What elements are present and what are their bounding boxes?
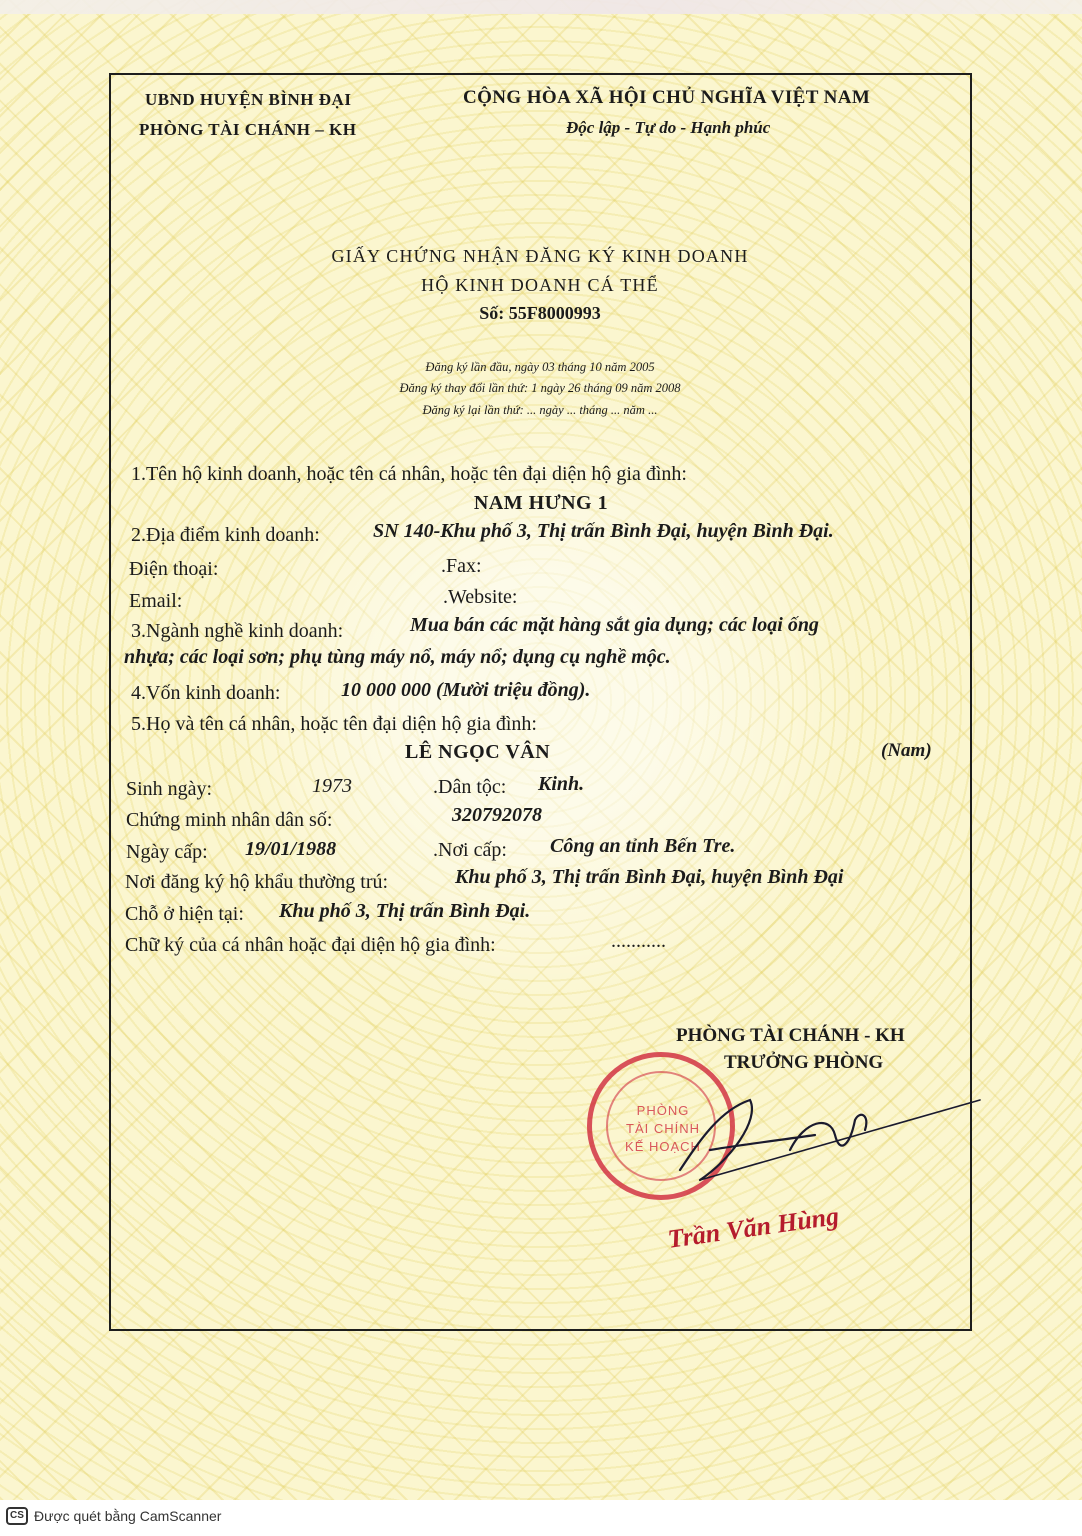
representative-label: 5.Họ và tên cá nhân, hoặc tên đại diện hộ gia đình: bbox=[131, 713, 537, 735]
email-label: Email: bbox=[129, 590, 183, 612]
signer-name: Trần Văn Hùng bbox=[665, 1201, 841, 1254]
capital-value: 10 000 000 (Mười triệu đồng). bbox=[341, 679, 591, 701]
seal-text-line-2: TÀI CHÍNH bbox=[626, 1121, 700, 1136]
ethnicity-value: Kinh. bbox=[538, 773, 585, 795]
signature-dots: ........... bbox=[611, 930, 666, 952]
representative-gender: (Nam) bbox=[881, 740, 932, 761]
registration-reregister: Đăng ký lại lần thứ: ... ngày ... tháng ... năm ... bbox=[422, 403, 658, 417]
nation-title: CỘNG HÒA XÃ HỘI CHỦ NGHĨA VIỆT NAM bbox=[463, 87, 871, 108]
signoff-office: PHÒNG TÀI CHÁNH - KH bbox=[676, 1025, 905, 1046]
scanner-watermark-text: Được quét bằng CamScanner bbox=[34, 1508, 222, 1524]
location-label: 2.Địa điểm kinh doanh: bbox=[131, 524, 320, 546]
signature-label: Chữ ký của cá nhân hoặc đại diện hộ gia đình: bbox=[125, 934, 496, 956]
registration-first: Đăng ký lần đầu, ngày 03 tháng 10 năm 2005 bbox=[425, 360, 655, 374]
current-address-value: Khu phố 3, Thị trấn Bình Đại. bbox=[279, 900, 531, 922]
residence-value: Khu phố 3, Thị trấn Bình Đại, huyện Bình Đại bbox=[455, 866, 844, 888]
motto: Độc lập - Tự do - Hạnh phúc bbox=[566, 118, 771, 137]
signoff-position: TRƯỞNG PHÒNG bbox=[724, 1052, 884, 1073]
trade-line-2: nhựa; các loại sơn; phụ tùng máy nổ, máy nổ; dụng cụ nghề mộc. bbox=[124, 646, 671, 668]
ethnicity-label: .Dân tộc: bbox=[433, 776, 507, 798]
representative-name: LÊ NGỌC VÂN bbox=[405, 741, 551, 763]
business-name-label: 1.Tên hộ kinh doanh, hoặc tên cá nhân, hoặc tên đại diện hộ gia đình: bbox=[131, 463, 687, 485]
capital-label: 4.Vốn kinh doanh: bbox=[131, 682, 281, 704]
issue-date-label: Ngày cấp: bbox=[126, 841, 208, 863]
handwritten-signature bbox=[640, 1080, 1000, 1200]
residence-label: Nơi đăng ký hộ khẩu thường trú: bbox=[125, 871, 389, 893]
certificate-number: Số: 55F8000993 bbox=[479, 303, 601, 323]
seal-text-line-1: PHÒNG bbox=[636, 1103, 690, 1118]
trade-line-1: Mua bán các mặt hàng sắt gia dụng; các loại ống bbox=[410, 614, 819, 636]
business-name: NAM HƯNG 1 bbox=[473, 492, 609, 514]
document-title-line-1: GIẤY CHỨNG NHẬN ĐĂNG KÝ KINH DOANH bbox=[331, 246, 749, 266]
issue-date-value: 19/01/1988 bbox=[245, 838, 337, 860]
agency-line-1: UBND HUYỆN BÌNH ĐẠI bbox=[145, 90, 352, 109]
website-label: .Website: bbox=[443, 586, 518, 608]
issue-place-label: .Nơi cấp: bbox=[433, 839, 507, 861]
seal-text-line-3: KẾ HOẠCH bbox=[625, 1139, 701, 1154]
document-title-line-2: HỘ KINH DOANH CÁ THỂ bbox=[421, 275, 659, 295]
fax-label: .Fax: bbox=[441, 555, 482, 577]
camscanner-logo-icon: CS bbox=[6, 1507, 28, 1525]
issue-place-value: Công an tỉnh Bến Tre. bbox=[550, 835, 736, 857]
scan-top-edge bbox=[0, 0, 1082, 14]
dob-label: Sinh ngày: bbox=[126, 778, 213, 800]
location-value: SN 140-Khu phố 3, Thị trấn Bình Đại, huyện Bình Đại. bbox=[373, 520, 834, 542]
agency-line-2: PHÒNG TÀI CHÁNH – KH bbox=[139, 120, 357, 139]
id-number-value: 320792078 bbox=[452, 804, 542, 826]
current-address-label: Chỗ ở hiện tại: bbox=[125, 903, 244, 925]
trade-label: 3.Ngành nghề kinh doanh: bbox=[131, 620, 344, 642]
registration-change: Đăng ký thay đổi lần thứ: 1 ngày 26 tháng 09 năm 2008 bbox=[399, 381, 681, 395]
phone-label: Điện thoại: bbox=[129, 558, 219, 580]
id-number-label: Chứng minh nhân dân số: bbox=[126, 809, 333, 831]
dob-value: 1973 bbox=[312, 775, 352, 797]
